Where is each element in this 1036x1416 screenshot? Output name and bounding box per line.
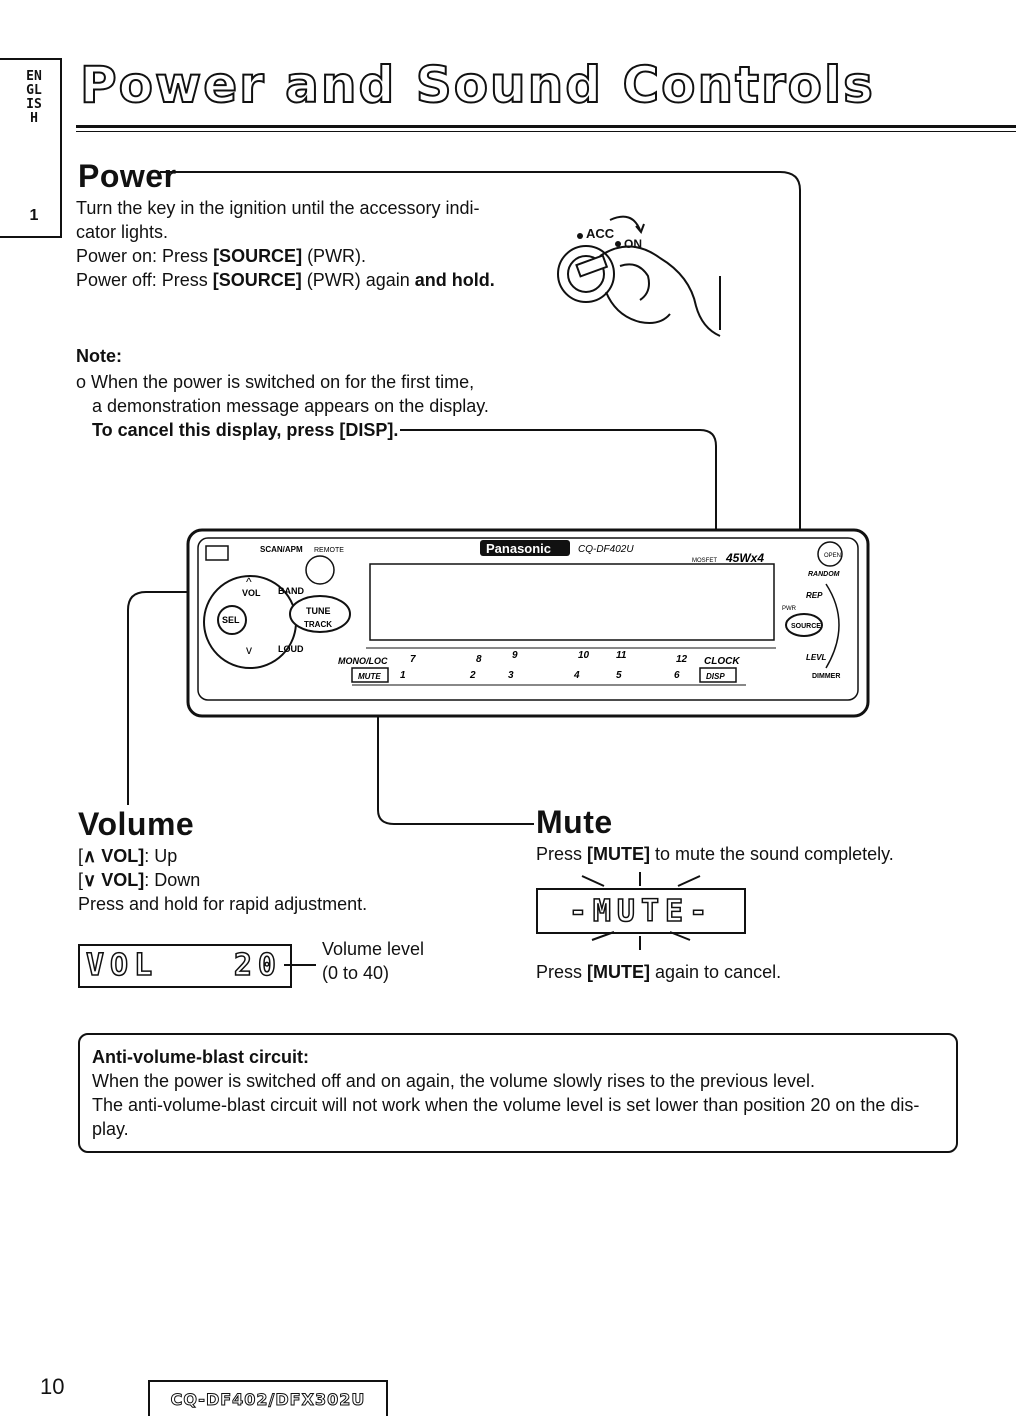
mosfet-label: MOSFET — [692, 558, 717, 564]
power-rating: 45Wx4 — [726, 551, 765, 565]
mono-loc-label: MONO/LOC — [338, 656, 388, 666]
mute-button-label: MUTE — [358, 672, 381, 681]
preset-label: 5 — [616, 670, 622, 681]
open-label: OPEN — [824, 553, 842, 559]
preset-label: 3 — [508, 670, 514, 681]
anti-blast-heading: Anti-volume-blast circuit: — [92, 1047, 310, 1067]
preset-label: 8 — [476, 654, 482, 665]
preset-label: 9 — [512, 650, 518, 661]
power-on-line: Power on: Press [SOURCE] (PWR). — [76, 246, 367, 266]
power-instructions — [76, 196, 496, 292]
loud-label: LOUD — [278, 644, 304, 654]
band-label: BAND — [278, 586, 304, 596]
remote-label: REMOTE — [314, 547, 344, 554]
note-heading: Note: — [76, 346, 122, 366]
preset-label: 11 — [616, 650, 627, 661]
rep-label: REP — [806, 591, 823, 600]
note-bullet-line: o When the power is switched on for the first time, — [76, 372, 475, 392]
volume-level-caption: Volume level — [322, 939, 425, 959]
anti-blast-line: When the power is switched off and on again, the volume slowly rises to the previous level. — [92, 1071, 816, 1091]
note-body — [76, 370, 516, 442]
preset-label: 7 — [410, 654, 416, 665]
volume-heading: Volume — [78, 806, 195, 842]
acc-label: ACC — [586, 226, 615, 241]
power-heading: Power — [78, 158, 177, 194]
open-button[interactable] — [206, 546, 228, 560]
language-label: ENGLISH — [26, 69, 42, 126]
lcd-vol-text: VOL — [86, 948, 159, 983]
levl-label: LEVL — [806, 653, 827, 662]
power-line: cator lights. — [76, 222, 169, 242]
preset-label: 2 — [470, 670, 476, 681]
random-label: RANDOM — [808, 571, 840, 578]
source-label: SOURCE — [791, 623, 821, 630]
volume-instructions — [78, 844, 478, 916]
preset-label: 10 — [578, 650, 590, 661]
pwr-label: PWR — [782, 606, 796, 612]
page-title: Power and Sound Controls — [80, 56, 875, 114]
scan-apm-label: SCAN/APM — [260, 545, 303, 554]
sel-label: SEL — [222, 615, 240, 625]
mute-heading: Mute — [536, 804, 613, 840]
volume-down-line: [∨ VOL]: Down — [78, 870, 201, 890]
head-unit-faceplate — [186, 528, 870, 718]
preset-label: 6 — [674, 670, 680, 681]
anti-blast-line: The anti-volume-blast circuit will not work when the volume level is set lower than position 20 on the dis- — [92, 1095, 920, 1115]
volume-lcd-display — [78, 944, 292, 988]
volume-hold-line: Press and hold for rapid adjustment. — [78, 894, 368, 914]
track-label: TRACK — [304, 620, 332, 629]
on-label: ON — [624, 237, 642, 251]
bullet-circle-icon: o — [76, 372, 92, 392]
mute-lcd-display — [536, 888, 746, 934]
mute-instruction: Press [MUTE] to mute the sound completely. — [536, 844, 894, 864]
chevron-down-icon: v — [246, 643, 252, 657]
volume-up-line: [∧ VOL]: Up — [78, 846, 178, 866]
ignition-key-illustration — [520, 196, 740, 346]
lcd-vol-value: 20 — [233, 948, 282, 983]
volume-level-label — [322, 937, 424, 985]
model-tag-box — [148, 1380, 388, 1416]
anti-volume-blast-box — [78, 1033, 958, 1153]
note-bullet-line: a demonstration message appears on the display. — [92, 396, 489, 416]
lcd-mute-text: -MUTE- — [568, 893, 714, 929]
note-bullet-emphasis: To cancel this display, press [DISP]. — [92, 420, 399, 440]
preset-label: 4 — [574, 670, 580, 681]
power-off-line: Power off: Press [SOURCE] (PWR) again and hold. — [76, 270, 495, 290]
model-tag: CQ-DF402/DFX302U — [170, 1389, 366, 1409]
volume-level-range: (0 to 40) — [322, 963, 390, 983]
chevron-up-icon: ^ — [246, 575, 252, 589]
tune-label: TUNE — [306, 606, 331, 616]
preset-label: 12 — [676, 654, 688, 665]
remote-sensor — [306, 556, 334, 584]
brand-name: Panasonic — [486, 541, 552, 556]
mute-cancel-instruction: Press [MUTE] again to cancel. — [536, 962, 782, 982]
anti-blast-line: play. — [92, 1119, 129, 1139]
section-number: 1 — [29, 207, 39, 224]
disp-button-label: DISP — [706, 672, 725, 681]
clock-label: CLOCK — [704, 656, 740, 667]
page-number: 10 — [40, 1374, 65, 1399]
model-label: CQ-DF402U — [578, 544, 634, 555]
preset-label: 1 — [400, 670, 406, 681]
vol-label: VOL — [242, 588, 261, 598]
power-line: Turn the key in the ignition until the accessory indi- — [76, 198, 480, 218]
dimmer-label: DIMMER — [812, 673, 841, 680]
